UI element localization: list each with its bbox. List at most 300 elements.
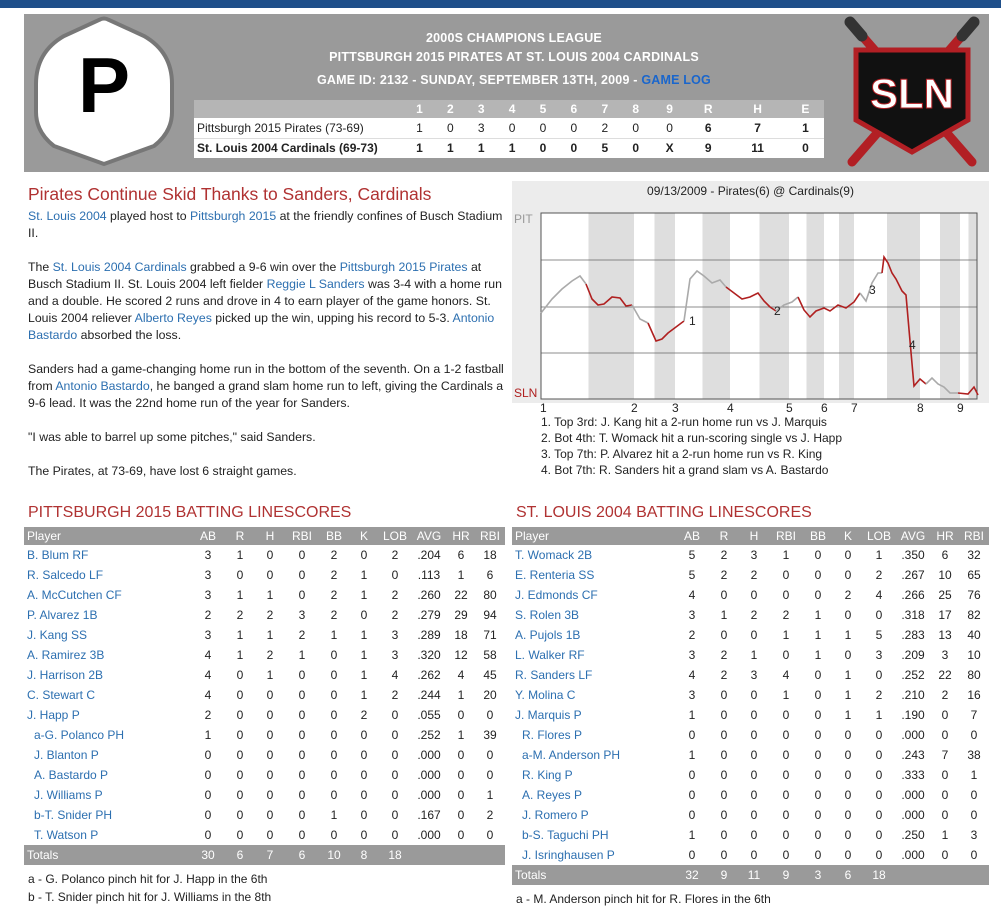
stat-cell: 0 xyxy=(391,768,399,782)
stat-cell: .190 xyxy=(901,708,925,722)
stat-cell: 0 xyxy=(360,748,368,762)
stat-cell: 0 xyxy=(875,768,883,782)
batting-row xyxy=(24,745,505,765)
stat-cell: 0 xyxy=(720,728,728,742)
batting-col-header: AVG xyxy=(411,527,447,545)
event-marker: 4 xyxy=(909,338,916,352)
stat-cell: 0 xyxy=(750,808,758,822)
player-link[interactable]: A. Ramirez 3B xyxy=(27,648,105,662)
stat-cell: 76 xyxy=(967,588,981,602)
batting-row xyxy=(24,605,505,625)
stat-cell: .318 xyxy=(901,608,925,622)
totals-row xyxy=(24,845,505,865)
batting-row xyxy=(512,725,989,745)
stat-cell: 0 xyxy=(486,708,494,722)
stat-cell: .350 xyxy=(901,548,925,562)
line-score-cell: 1 xyxy=(435,138,466,158)
player-link[interactable]: R. King P xyxy=(522,768,573,782)
batting-col-header: RBI xyxy=(959,527,989,545)
stat-cell: 22 xyxy=(454,588,468,602)
stat-cell: 10 xyxy=(938,568,952,582)
stat-cell: 1 xyxy=(688,708,696,722)
stat-cell: 38 xyxy=(967,748,981,762)
player-link[interactable]: J. Blanton P xyxy=(34,748,99,762)
stat-cell: 1 xyxy=(970,768,978,782)
line-score-col-header: 5 xyxy=(528,100,559,118)
stat-cell: 0 xyxy=(875,608,883,622)
stat-cell: 0 xyxy=(750,848,758,862)
stat-cell: 2 xyxy=(486,808,494,822)
batting-row xyxy=(512,745,989,765)
line-score-cell: 5 xyxy=(589,138,620,158)
away-batting-title: PITTSBURGH 2015 BATTING LINESCORES xyxy=(28,504,352,521)
stat-cell: .250 xyxy=(901,828,925,842)
batting-row xyxy=(512,625,989,645)
article-paragraph xyxy=(28,208,504,242)
text-span: The xyxy=(28,260,53,274)
stat-cell: 6 xyxy=(941,548,949,562)
stat-cell: 0 xyxy=(330,768,338,782)
stat-cell: 2 xyxy=(204,708,212,722)
totals-cell: 6 xyxy=(285,845,319,865)
stat-cell: 0 xyxy=(391,808,399,822)
player-link[interactable]: Y. Molina C xyxy=(515,688,576,702)
stat-cell: 0 xyxy=(236,788,244,802)
stat-cell: 0 xyxy=(360,548,368,562)
totals-cell: 8 xyxy=(349,845,379,865)
totals-cell: 9 xyxy=(709,865,739,885)
batting-row xyxy=(512,565,989,585)
stat-cell: .252 xyxy=(901,668,925,682)
player-link[interactable]: Antonio Bastardo xyxy=(28,311,495,342)
stat-cell: .266 xyxy=(901,588,925,602)
stat-cell: 0 xyxy=(782,788,790,802)
stat-cell: 0 xyxy=(720,708,728,722)
line-score-cell: 11 xyxy=(728,138,787,158)
team-name: Pittsburgh 2015 Pirates (73-69) xyxy=(194,118,404,138)
stat-cell: 0 xyxy=(844,608,852,622)
inning-label: 4 xyxy=(727,401,734,415)
stat-cell: 3 xyxy=(391,648,399,662)
batting-row xyxy=(24,765,505,785)
stat-cell: 0 xyxy=(266,568,274,582)
stat-cell: 1 xyxy=(360,588,368,602)
stat-cell: 2 xyxy=(941,688,949,702)
stat-cell: 3 xyxy=(298,608,306,622)
inning-label: 7 xyxy=(851,401,858,415)
stat-cell: 25 xyxy=(938,588,952,602)
stat-cell: 1 xyxy=(875,708,883,722)
stat-cell: .252 xyxy=(417,728,441,742)
player-link[interactable]: S. Rolen 3B xyxy=(515,608,580,622)
stat-cell: 0 xyxy=(720,788,728,802)
win-probability-chart xyxy=(512,181,989,415)
line-score-col-header: H xyxy=(728,100,787,118)
stat-cell: 2 xyxy=(688,628,696,642)
stat-cell: 2 xyxy=(360,708,368,722)
line-score-cell: 0 xyxy=(651,118,688,138)
totals-cell: 6 xyxy=(833,865,863,885)
player-link[interactable]: A. Pujols 1B xyxy=(515,628,581,642)
stat-cell: 0 xyxy=(750,628,758,642)
stat-cell: 0 xyxy=(750,708,758,722)
player-link[interactable]: a-G. Polanco PH xyxy=(34,728,125,742)
stat-cell: 1 xyxy=(941,828,949,842)
stat-cell: 2 xyxy=(391,688,399,702)
stat-cell: .209 xyxy=(901,648,925,662)
batting-row xyxy=(512,545,989,565)
batting-row xyxy=(24,625,505,645)
stat-cell: 0 xyxy=(236,828,244,842)
batting-col-header: RBI xyxy=(285,527,319,545)
stat-cell: 0 xyxy=(875,848,883,862)
stat-cell: 0 xyxy=(457,788,465,802)
batting-row xyxy=(24,785,505,805)
batting-col-header: HR xyxy=(447,527,475,545)
stat-cell: 2 xyxy=(298,628,306,642)
player-link[interactable]: R. Flores P xyxy=(522,728,583,742)
player-link[interactable]: Antonio Bastardo xyxy=(55,379,150,393)
player-link[interactable]: Reggie L Sanders xyxy=(266,277,365,291)
stat-cell: 0 xyxy=(266,788,274,802)
stat-cell: 0 xyxy=(204,828,212,842)
inning-label: 3 xyxy=(672,401,679,415)
stat-cell: 13 xyxy=(938,628,952,642)
player-link[interactable]: T. Watson P xyxy=(34,828,99,842)
stat-cell: 58 xyxy=(483,648,497,662)
player-link[interactable]: J. Isringhausen P xyxy=(522,848,615,862)
batting-col-header: Player xyxy=(24,527,191,545)
stat-cell: 1 xyxy=(330,808,338,822)
stat-cell: 0 xyxy=(814,708,822,722)
stat-cell: 0 xyxy=(750,748,758,762)
totals-cell: 6 xyxy=(225,845,255,865)
away-batting-notes xyxy=(28,870,271,906)
stat-cell: 0 xyxy=(688,788,696,802)
stat-cell: .260 xyxy=(417,588,441,602)
stat-cell: 94 xyxy=(483,608,497,622)
batting-col-header: BB xyxy=(803,527,833,545)
stat-cell: 71 xyxy=(483,628,497,642)
key-event: 1. Top 3rd: J. Kang hit a 2-run home run vs J. Marquis xyxy=(541,415,827,429)
player-link[interactable]: R. Sanders LF xyxy=(515,668,593,682)
stat-cell: .000 xyxy=(417,788,441,802)
stat-cell: 0 xyxy=(298,568,306,582)
stat-cell: 0 xyxy=(814,788,822,802)
stat-cell: 0 xyxy=(204,748,212,762)
stat-cell: 20 xyxy=(483,688,497,702)
stat-cell: .000 xyxy=(417,748,441,762)
batting-row xyxy=(512,845,989,865)
stat-cell: 0 xyxy=(330,648,338,662)
stat-cell: 3 xyxy=(204,628,212,642)
stat-cell: 0 xyxy=(457,768,465,782)
stat-cell: 1 xyxy=(844,628,852,642)
stat-cell: 0 xyxy=(814,668,822,682)
player-link[interactable]: E. Renteria SS xyxy=(515,568,595,582)
stat-cell: 4 xyxy=(204,648,212,662)
team-link[interactable]: Pittsburgh 2015 xyxy=(190,209,277,223)
stat-cell: 0 xyxy=(298,808,306,822)
stat-cell: 0 xyxy=(782,748,790,762)
totals-label: Totals xyxy=(512,865,675,885)
stat-cell: 1 xyxy=(720,608,728,622)
player-link[interactable]: A. Reyes P xyxy=(522,788,583,802)
player-link[interactable]: C. Stewart C xyxy=(27,688,96,702)
player-link[interactable]: J. Marquis P xyxy=(515,708,582,722)
inning-band xyxy=(655,213,676,399)
player-link[interactable]: P. Alvarez 1B xyxy=(27,608,98,622)
totals-cell: 9 xyxy=(769,865,803,885)
stat-cell: 0 xyxy=(391,728,399,742)
player-link[interactable]: L. Walker RF xyxy=(515,648,585,662)
article-headline: Pirates Continue Skid Thanks to Sanders, Cardinals xyxy=(28,184,432,204)
batting-row xyxy=(24,805,505,825)
stat-cell: .000 xyxy=(901,728,925,742)
team-link[interactable]: Pittsburgh 2015 Pirates xyxy=(339,260,468,274)
stat-cell: .244 xyxy=(417,688,441,702)
inning-label: 8 xyxy=(917,401,924,415)
batting-col-header: AVG xyxy=(895,527,931,545)
home-batting-title: ST. LOUIS 2004 BATTING LINESCORES xyxy=(516,504,812,521)
line-score-cell: 0 xyxy=(620,118,651,138)
inning-label: 5 xyxy=(786,401,793,415)
totals-cell: 30 xyxy=(191,845,225,865)
stat-cell: 0 xyxy=(486,768,494,782)
batting-col-header: RBI xyxy=(769,527,803,545)
stat-cell: 0 xyxy=(720,688,728,702)
batting-row xyxy=(24,825,505,845)
stat-cell: 0 xyxy=(814,808,822,822)
batting-header-row xyxy=(24,527,505,545)
batting-row xyxy=(512,825,989,845)
stat-cell: 2 xyxy=(266,648,274,662)
team-link[interactable]: St. Louis 2004 xyxy=(28,209,107,223)
stat-cell: 39 xyxy=(483,728,497,742)
stat-cell: 0 xyxy=(844,808,852,822)
text-span: was 3-4 with a home run and a double. He scored 2 runs and drove in 4 to earn player of the game honors. St. Louis 2004 reliever xyxy=(28,277,502,325)
line-score-cell: 7 xyxy=(728,118,787,138)
stat-cell: .210 xyxy=(901,688,925,702)
key-event: 4. Bot 7th: R. Sanders hit a grand slam vs A. Bastardo xyxy=(541,463,829,477)
totals-cell: 7 xyxy=(255,845,285,865)
stat-cell: 0 xyxy=(814,588,822,602)
batting-row xyxy=(512,665,989,685)
win-probability-graph xyxy=(512,181,989,415)
player-link[interactable]: R. Salcedo LF xyxy=(27,568,104,582)
key-event: 2. Bot 4th: T. Womack hit a run-scoring single vs J. Happ xyxy=(541,431,843,445)
batting-col-header: LOB xyxy=(863,527,895,545)
line-score-table xyxy=(194,100,824,158)
stat-cell: 1 xyxy=(844,688,852,702)
stat-cell: 0 xyxy=(814,728,822,742)
stat-cell: 4 xyxy=(457,668,465,682)
totals-row xyxy=(512,865,989,885)
stat-cell: 3 xyxy=(204,568,212,582)
stat-cell: 2 xyxy=(720,648,728,662)
stat-cell: 0 xyxy=(844,648,852,662)
stat-cell: 3 xyxy=(688,688,696,702)
inning-band xyxy=(969,213,978,399)
stat-cell: 0 xyxy=(486,748,494,762)
player-link[interactable]: Alberto Reyes xyxy=(134,311,212,325)
stat-cell: 1 xyxy=(457,688,465,702)
team-link[interactable]: St. Louis 2004 Cardinals xyxy=(52,260,187,274)
stat-cell: 1 xyxy=(782,688,790,702)
stat-cell: 1 xyxy=(266,628,274,642)
stat-cell: 12 xyxy=(454,648,468,662)
line-score-col-header: 3 xyxy=(466,100,497,118)
stat-cell: 0 xyxy=(298,788,306,802)
stat-cell: 0 xyxy=(782,848,790,862)
player-link[interactable]: J. Happ P xyxy=(27,708,80,722)
top-bar xyxy=(0,0,1001,8)
stat-cell: 0 xyxy=(941,788,949,802)
stat-cell: 45 xyxy=(483,668,497,682)
batting-col-header: HR xyxy=(931,527,959,545)
stat-cell: 5 xyxy=(688,548,696,562)
player-link[interactable]: b-T. Snider PH xyxy=(34,808,113,822)
stat-cell: 3 xyxy=(688,648,696,662)
batting-row xyxy=(24,565,505,585)
player-link[interactable]: A. Bastardo P xyxy=(34,768,109,782)
line-score-cell: X xyxy=(651,138,688,158)
player-link[interactable]: T. Womack 2B xyxy=(515,548,593,562)
player-link[interactable]: b-S. Taguchi PH xyxy=(522,828,609,842)
stat-cell: 1 xyxy=(360,688,368,702)
stat-cell: 4 xyxy=(688,668,696,682)
inning-label: 2 xyxy=(631,401,638,415)
line-score-col-header: 1 xyxy=(404,100,435,118)
line-score-cell: 1 xyxy=(466,138,497,158)
stat-cell: 4 xyxy=(782,668,790,682)
inning-label: 6 xyxy=(821,401,828,415)
stat-cell: 1 xyxy=(266,588,274,602)
stat-cell: 6 xyxy=(486,568,494,582)
home-axis-label: SLN xyxy=(514,386,538,400)
batting-row xyxy=(24,585,505,605)
totals-cell: 32 xyxy=(675,865,709,885)
totals-cell: 3 xyxy=(803,865,833,885)
stat-cell: .055 xyxy=(417,708,441,722)
stat-cell: 0 xyxy=(875,668,883,682)
player-link[interactable]: J. Edmonds CF xyxy=(515,588,598,602)
stat-cell: 0 xyxy=(720,588,728,602)
stat-cell: 1 xyxy=(844,708,852,722)
stat-cell: 0 xyxy=(204,768,212,782)
game-log-link[interactable]: GAME LOG xyxy=(641,73,711,87)
stat-cell: 0 xyxy=(688,808,696,822)
stat-cell: 0 xyxy=(750,588,758,602)
stat-cell: 0 xyxy=(782,808,790,822)
line-score-col-header: 2 xyxy=(435,100,466,118)
stat-cell: 1 xyxy=(360,568,368,582)
game-header xyxy=(24,14,989,172)
batting-col-header: AB xyxy=(191,527,225,545)
stat-cell: 0 xyxy=(720,828,728,842)
stat-cell: 1 xyxy=(298,648,306,662)
stat-cell: 3 xyxy=(688,608,696,622)
stat-cell: 0 xyxy=(941,848,949,862)
stat-cell: 0 xyxy=(782,768,790,782)
stat-cell: .320 xyxy=(417,648,441,662)
stat-cell: 0 xyxy=(720,848,728,862)
stat-cell: .262 xyxy=(417,668,441,682)
player-link[interactable]: A. McCutchen CF xyxy=(27,588,122,602)
inning-band xyxy=(940,213,960,399)
stat-cell: 0 xyxy=(391,788,399,802)
stat-cell: 0 xyxy=(330,728,338,742)
text-span: absorbed the loss. xyxy=(77,328,182,342)
inning-label: 9 xyxy=(957,401,964,415)
player-link[interactable]: J. Williams P xyxy=(34,788,103,802)
line-score-col-header: 8 xyxy=(620,100,651,118)
stat-cell: 0 xyxy=(330,788,338,802)
stat-cell: 2 xyxy=(875,568,883,582)
stat-cell: 2 xyxy=(391,548,399,562)
stat-cell: 2 xyxy=(720,568,728,582)
line-score-col-header: E xyxy=(787,100,824,118)
stat-cell: 3 xyxy=(204,588,212,602)
stat-cell: 0 xyxy=(298,548,306,562)
player-link[interactable]: J. Kang SS xyxy=(27,628,88,642)
stat-cell: 5 xyxy=(688,568,696,582)
batting-row xyxy=(512,705,989,725)
stat-cell: 1 xyxy=(875,548,883,562)
player-link[interactable]: a-M. Anderson PH xyxy=(522,748,621,762)
inning-band xyxy=(703,213,731,399)
stat-cell: .000 xyxy=(417,768,441,782)
stat-cell: 0 xyxy=(330,748,338,762)
stat-cell: 0 xyxy=(814,848,822,862)
stat-cell: 29 xyxy=(454,608,468,622)
stat-cell: 0 xyxy=(875,748,883,762)
stat-cell: 1 xyxy=(236,588,244,602)
stat-cell: 1 xyxy=(750,648,758,662)
player-link[interactable]: B. Blum RF xyxy=(27,548,89,562)
stat-cell: 0 xyxy=(266,768,274,782)
line-score-cell: 1 xyxy=(787,118,824,138)
stat-cell: 2 xyxy=(204,608,212,622)
stat-cell: 3 xyxy=(875,648,883,662)
batting-row xyxy=(24,665,505,685)
batting-row xyxy=(24,725,505,745)
stat-cell: 1 xyxy=(360,668,368,682)
stat-cell: 0 xyxy=(750,688,758,702)
stat-cell: 0 xyxy=(970,728,978,742)
stat-cell: 0 xyxy=(844,748,852,762)
game-info xyxy=(194,73,834,87)
batting-col-header: R xyxy=(225,527,255,545)
totals-cell: 10 xyxy=(319,845,349,865)
stat-cell: 0 xyxy=(875,808,883,822)
stat-cell: 0 xyxy=(360,828,368,842)
stat-cell: 18 xyxy=(483,548,497,562)
stat-cell: 0 xyxy=(970,788,978,802)
stat-cell: 0 xyxy=(814,568,822,582)
stat-cell: .279 xyxy=(417,608,441,622)
stat-cell: 0 xyxy=(330,668,338,682)
totals-cell: 11 xyxy=(739,865,769,885)
stat-cell: 1 xyxy=(688,748,696,762)
stat-cell: 1 xyxy=(457,728,465,742)
player-link[interactable]: J. Romero P xyxy=(522,808,589,822)
home-batting-notes xyxy=(516,890,771,908)
stat-cell: 0 xyxy=(750,728,758,742)
player-link[interactable]: J. Harrison 2B xyxy=(27,668,104,682)
stat-cell: 0 xyxy=(391,708,399,722)
stat-cell: 0 xyxy=(750,768,758,782)
